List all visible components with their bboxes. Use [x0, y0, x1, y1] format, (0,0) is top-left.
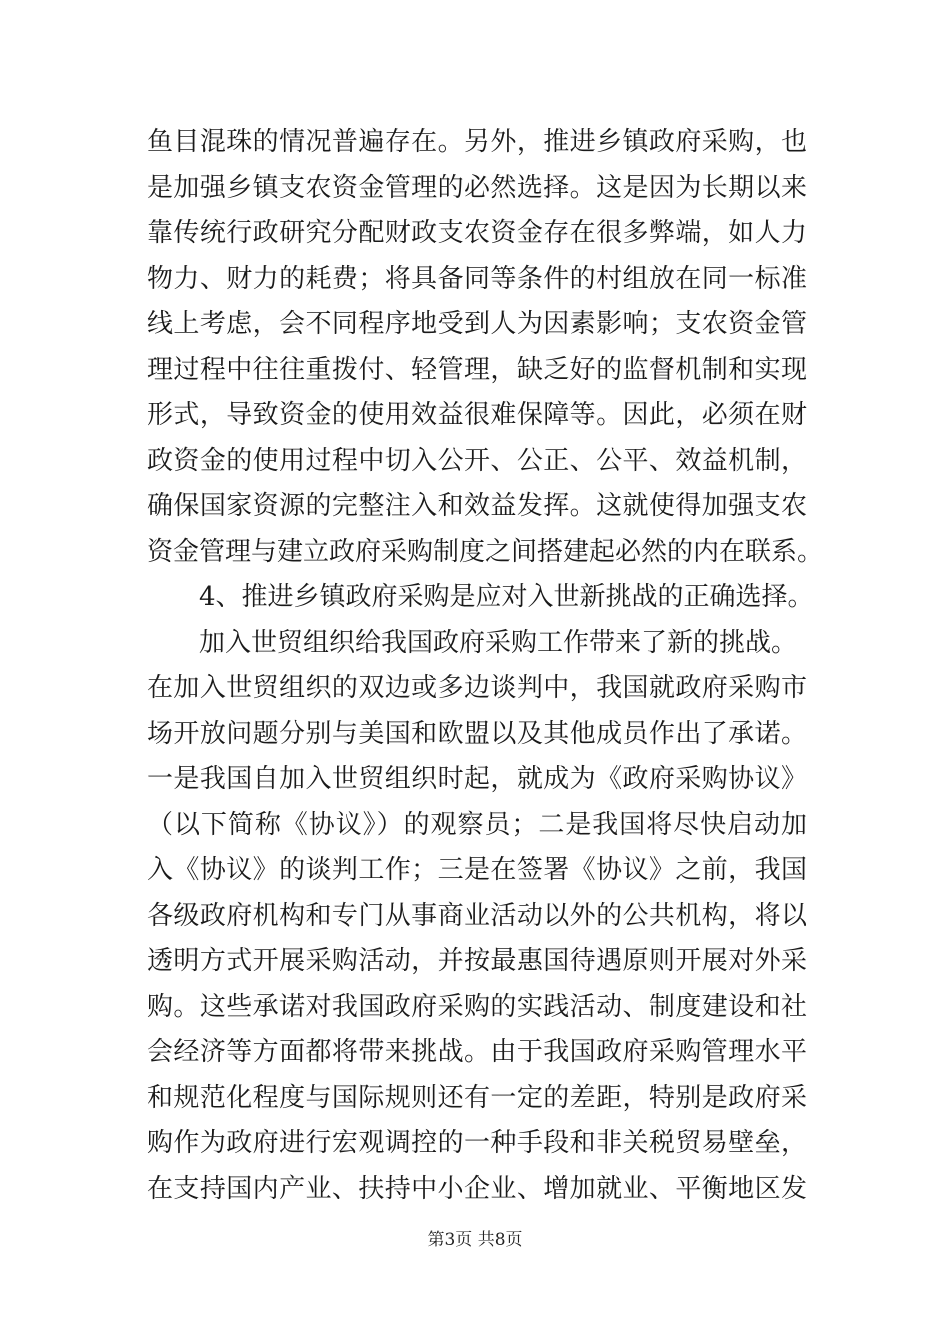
text-line: 会经济等方面都将带来挑战。由于我国政府采购管理水平 — [147, 1037, 807, 1067]
text-line: 在加入世贸组织的双边或多边谈判中，我国就政府采购市 — [147, 673, 807, 703]
text-line: 物力、财力的耗费；将具备同等条件的村组放在同一标准 — [147, 263, 807, 294]
text-line: 和规范化程度与国际规则还有一定的差距，特别是政府采 — [147, 1082, 807, 1113]
text-line: 政资金的使用过程中切入公开、公正、公平、效益机制， — [147, 445, 807, 476]
text-line: 线上考虑，会不同程序地受到人为因素影响；支农资金管 — [147, 309, 807, 339]
text-line: 购作为政府进行宏观调控的一种手段和非关税贸易壁垒， — [147, 1128, 807, 1158]
text-line: 入《协议》的谈判工作；三是在签署《协议》之前，我国 — [147, 855, 807, 885]
text-line: 靠传统行政研究分配财政支农资金存在很多弊端，如人力 — [147, 218, 807, 248]
text-line: 是加强乡镇支农资金管理的必然选择。这是因为长期以来 — [147, 172, 807, 203]
text-line: 形式，导致资金的使用效益很难保障等。因此，必须在财 — [147, 400, 807, 430]
text-line: 购。这些承诺对我国政府采购的实践活动、制度建设和社 — [147, 991, 807, 1022]
text-line: 一是我国自加入世贸组织时起，就成为《政府采购协议》 — [147, 764, 807, 794]
text-line: 理过程中往往重拨付、轻管理，缺乏好的监督机制和实现 — [147, 354, 807, 385]
paragraph-first-line: 加入世贸组织给我国政府采购工作带来了新的挑战。 — [199, 627, 798, 658]
body-text — [147, 120, 824, 1212]
text-line: 确保国家资源的完整注入和效益发挥。这就使得加强支农 — [147, 491, 807, 521]
text-line: 场开放问题分别与美国和欧盟以及其他成员作出了承诺。 — [147, 718, 807, 749]
text-line: （以下简称《协议》）的观察员；二是我国将尽快启动加 — [147, 809, 807, 840]
text-line: 在支持国内产业、扶持中小企业、增加就业、平衡地区发 — [147, 1173, 807, 1204]
text-line: 鱼目混珠的情况普遍存在。另外，推进乡镇政府采购，也 — [147, 127, 807, 157]
section-heading: 4、推进乡镇政府采购是应对入世新挑战的正确选择。 — [199, 582, 814, 612]
text-line: 各级政府机构和专门从事商业活动以外的公共机构，将以 — [147, 900, 807, 931]
text-line: 透明方式开展采购活动，并按最惠国待遇原则开展对外采 — [147, 946, 807, 976]
page-number-footer: 第3页 共8页 — [427, 1230, 523, 1250]
text-line: 资金管理与建立政府采购制度之间搭建起必然的内在联系。 — [147, 536, 824, 567]
